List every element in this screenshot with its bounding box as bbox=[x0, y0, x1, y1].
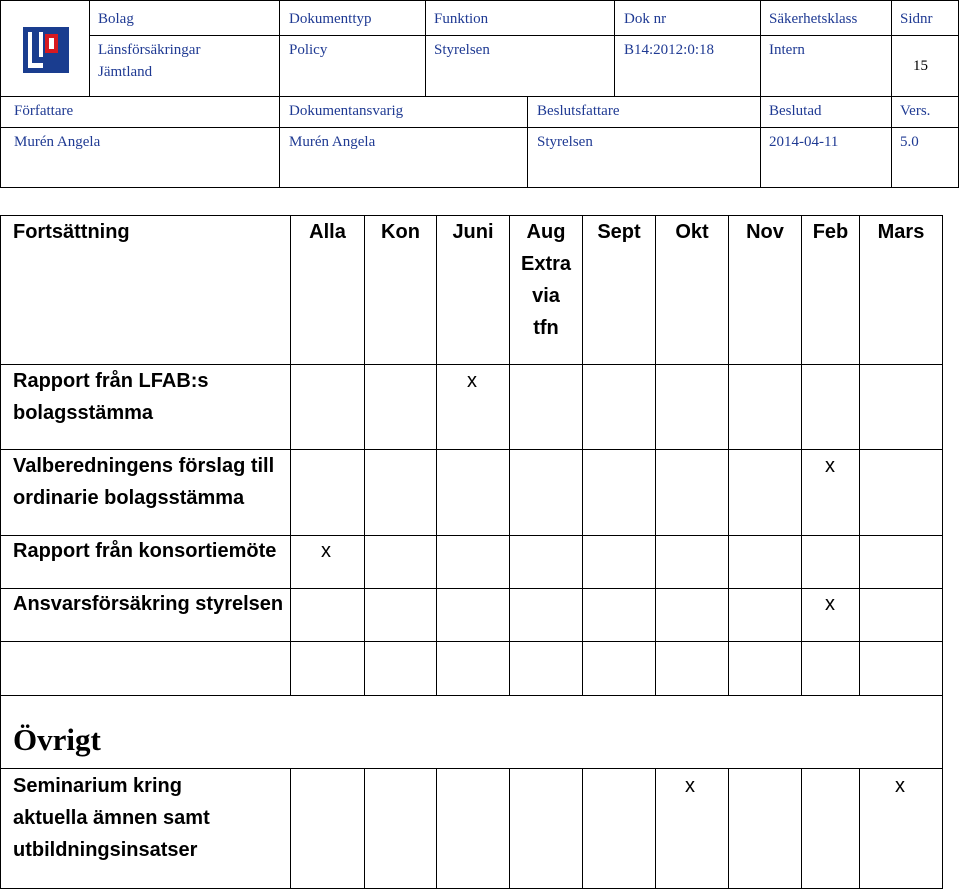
value-document-number: B14:2012:0:18 bbox=[624, 42, 715, 58]
column-header-tfn: tfn bbox=[533, 317, 559, 339]
table-rule bbox=[801, 768, 802, 889]
header-rule bbox=[891, 96, 892, 188]
value-author: Murén Angela bbox=[14, 134, 101, 150]
table-rule bbox=[859, 768, 860, 889]
header-rule bbox=[1, 96, 959, 97]
column-header-nov: Nov bbox=[746, 221, 784, 243]
value-decided-date: 2014-04-11 bbox=[769, 134, 839, 150]
row-mark: x bbox=[467, 370, 477, 392]
table-rule bbox=[364, 215, 365, 695]
header-rule bbox=[89, 1, 90, 96]
label-decided: Beslutad bbox=[769, 103, 822, 119]
column-header-mars: Mars bbox=[877, 221, 925, 243]
label-security-class: Säkerhetsklass bbox=[769, 11, 858, 27]
row-mark: x bbox=[825, 455, 835, 477]
label-decision-maker: Beslutsfattare bbox=[537, 103, 620, 119]
table-rule bbox=[582, 768, 583, 889]
table-rule bbox=[655, 215, 656, 695]
row-label-line2: bolagsstämma bbox=[13, 402, 154, 424]
header-rule bbox=[527, 96, 528, 188]
lansforsakringar-logo-icon bbox=[23, 27, 69, 73]
table-rule bbox=[942, 215, 943, 889]
row-label-line2: ordinarie bolagsstämma bbox=[13, 487, 245, 509]
document-header bbox=[0, 0, 959, 188]
header-rule bbox=[89, 35, 959, 36]
value-document-type: Policy bbox=[289, 42, 328, 58]
table-rule bbox=[0, 215, 1, 889]
column-header-continuation: Fortsättning bbox=[13, 221, 130, 243]
label-document-type: Dokumenttyp bbox=[289, 11, 372, 27]
header-rule bbox=[760, 1, 761, 96]
row-mark: x bbox=[825, 593, 835, 615]
table-rule bbox=[728, 768, 729, 889]
header-rule bbox=[614, 1, 615, 96]
column-header-okt: Okt bbox=[675, 221, 709, 243]
value-company-line1: Länsförsäkringar bbox=[98, 42, 201, 58]
value-security-class: Intern bbox=[769, 42, 805, 58]
section-title-other: Övrigt bbox=[13, 722, 101, 757]
column-header-extra: Extra bbox=[520, 253, 572, 275]
header-rule bbox=[425, 1, 426, 96]
label-function: Funktion bbox=[434, 11, 489, 27]
meeting-schedule-table bbox=[0, 215, 943, 889]
table-rule bbox=[801, 215, 802, 695]
table-rule bbox=[728, 215, 729, 695]
table-rule bbox=[436, 768, 437, 889]
label-document-responsible: Dokumentansvarig bbox=[289, 103, 404, 119]
header-rule bbox=[891, 1, 892, 96]
row-label-line1: Rapport från konsortiemöte bbox=[13, 540, 277, 562]
column-header-aug: Aug bbox=[526, 221, 566, 243]
column-header-june: Juni bbox=[452, 221, 494, 243]
row-label-line1: Rapport från LFAB:s bbox=[13, 370, 209, 392]
table-rule bbox=[290, 215, 291, 695]
column-header-via: via bbox=[532, 285, 560, 307]
row-mark-okt: x bbox=[685, 775, 695, 797]
table-rule bbox=[290, 768, 291, 889]
row-mark: x bbox=[321, 540, 331, 562]
value-decision-maker: Styrelsen bbox=[537, 134, 593, 150]
value-company-line2: Jämtland bbox=[98, 64, 153, 80]
header-rule bbox=[279, 1, 280, 96]
table-rule bbox=[509, 768, 510, 889]
value-version: 5.0 bbox=[900, 134, 919, 150]
label-company: Bolag bbox=[98, 11, 134, 27]
label-version: Vers. bbox=[900, 103, 931, 119]
label-page-number: Sidnr bbox=[900, 11, 933, 27]
header-rule bbox=[760, 96, 761, 188]
header-rule bbox=[1, 127, 959, 128]
label-author: Författare bbox=[14, 103, 74, 119]
row-label-line3: utbildningsinsatser bbox=[13, 839, 198, 861]
column-header-feb: Feb bbox=[812, 221, 849, 243]
header-rule bbox=[279, 96, 280, 188]
row-label-line1: Ansvarsförsäkring styrelsen bbox=[13, 593, 284, 615]
value-page-number: 15 bbox=[913, 58, 928, 74]
value-document-responsible: Murén Angela bbox=[289, 134, 376, 150]
value-function: Styrelsen bbox=[434, 42, 490, 58]
column-header-kon: Kon bbox=[381, 221, 420, 243]
column-header-sept: Sept bbox=[597, 221, 641, 243]
table-rule bbox=[436, 215, 437, 695]
label-document-number: Dok nr bbox=[624, 11, 667, 27]
table-rule bbox=[859, 215, 860, 695]
row-label-line1: Valberedningens förslag till bbox=[13, 455, 275, 477]
row-label-line1: Seminarium kring bbox=[13, 775, 182, 797]
table-rule bbox=[582, 215, 583, 695]
table-rule bbox=[364, 768, 365, 889]
row-label-line2: aktuella ämnen samt bbox=[13, 807, 210, 829]
column-header-all: Alla bbox=[309, 221, 346, 243]
table-rule bbox=[0, 695, 943, 696]
table-rule bbox=[655, 768, 656, 889]
row-mark-mars: x bbox=[895, 775, 905, 797]
